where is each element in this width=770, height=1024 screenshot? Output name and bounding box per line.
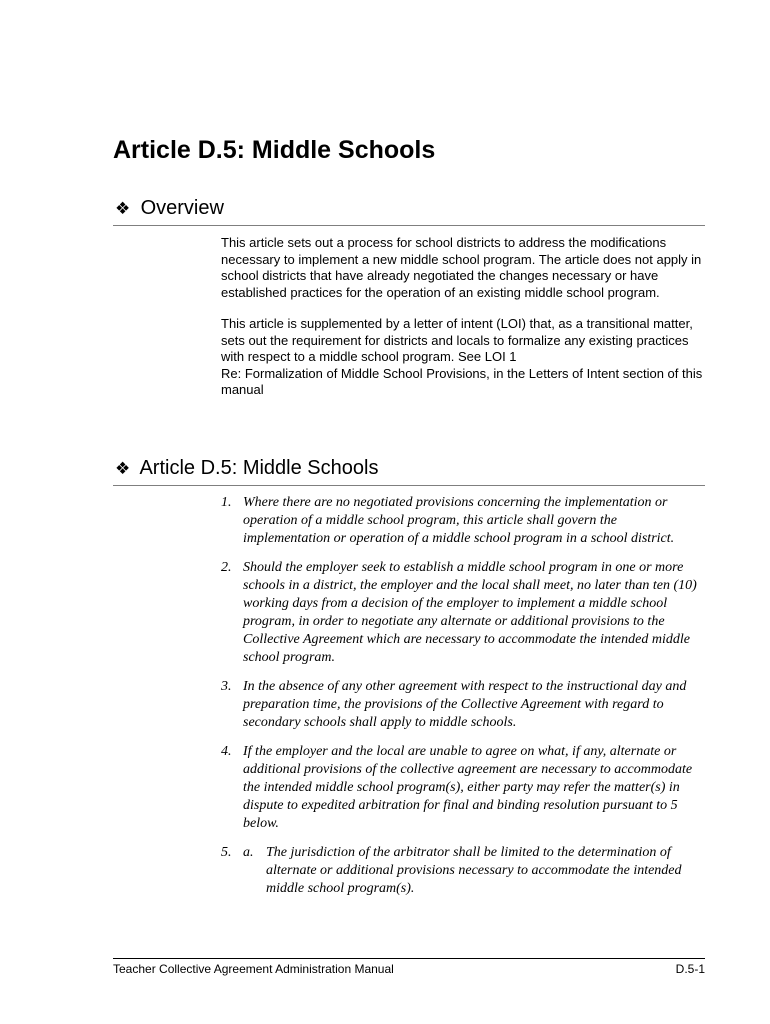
overview-heading-label: Overview (140, 197, 224, 219)
diamond-bullet-icon: ❖ (115, 459, 131, 478)
footer-page-number: D.5-1 (675, 962, 705, 976)
overview-paragraph-1: This article sets out a process for school districts to address the modifications necessary to implement a new middle school program. The article does not apply in school districts that have already negotiated the changes necessary or have established practices for the operation of an existing middle school program. (221, 235, 702, 300)
clause-sub-label: a. (243, 845, 254, 860)
diamond-bullet-icon: ❖ (115, 199, 131, 218)
article-heading (115, 456, 378, 481)
article-divider (113, 485, 705, 486)
clause-item (221, 494, 707, 548)
footer-manual-title: Teacher Collective Agreement Administration Manual (113, 962, 394, 976)
overview-divider (113, 225, 705, 226)
clause-text: In the absence of any other agreement with respect to the instructional day and preparation time, the provisions of the Collective Agreement with regard to secondary schools shall apply to middle schools. (243, 679, 687, 730)
clause-number: 5. (221, 845, 232, 860)
clause-item (221, 559, 707, 667)
footer-divider (113, 958, 705, 959)
article-clause-list (221, 494, 707, 909)
clause-number: 1. (221, 495, 232, 510)
overview-body (221, 235, 707, 414)
overview-heading (115, 196, 224, 221)
clause-item (221, 844, 707, 898)
clause-item (221, 743, 707, 833)
clause-text: Should the employer seek to establish a middle school program in one or more schools in a district, the employer and the local shall meet, no later than ten (10) working days from a decision of the employer to implement a middle school program, in order to negotiate any alternate or additional provisions to the Collective Agreement which are necessary to accommodate the intended middle school program. (243, 560, 697, 665)
overview-paragraph-2: This article is supplemented by a letter of intent (LOI) that, as a transitional matter, sets out the requirement for districts and locals to formalize any existing practices with respect to a middle school program. See LOI 1 (221, 316, 693, 364)
clause-number: 4. (221, 744, 232, 759)
clause-text: The jurisdiction of the arbitrator shall be limited to the determination of alternate or additional provisions necessary to accommodate the intended middle school program(s). (266, 845, 682, 896)
article-heading-label: Article D.5: Middle Schools (139, 457, 379, 479)
clause-number: 2. (221, 560, 232, 575)
overview-paragraph-3: Re: Formalization of Middle School Provisions, in the Letters of Intent section of this manual (221, 365, 703, 397)
clause-text: If the employer and the local are unable to agree on what, if any, alternate or additional provisions of the collective agreement are necessary to accommodate the intended middle school program(s), either party may refer the matter(s) in dispute to expedited arbitration for final and binding resolution pursuant to 5 below. (243, 744, 693, 831)
clause-text: Where there are no negotiated provisions concerning the implementation or operation of a middle school program, this article shall govern the implementation or operation of a middle school program in a school district. (243, 495, 675, 546)
page-title: Article D.5: Middle Schools (113, 136, 436, 164)
clause-item (221, 678, 707, 732)
clause-number: 3. (221, 679, 232, 694)
